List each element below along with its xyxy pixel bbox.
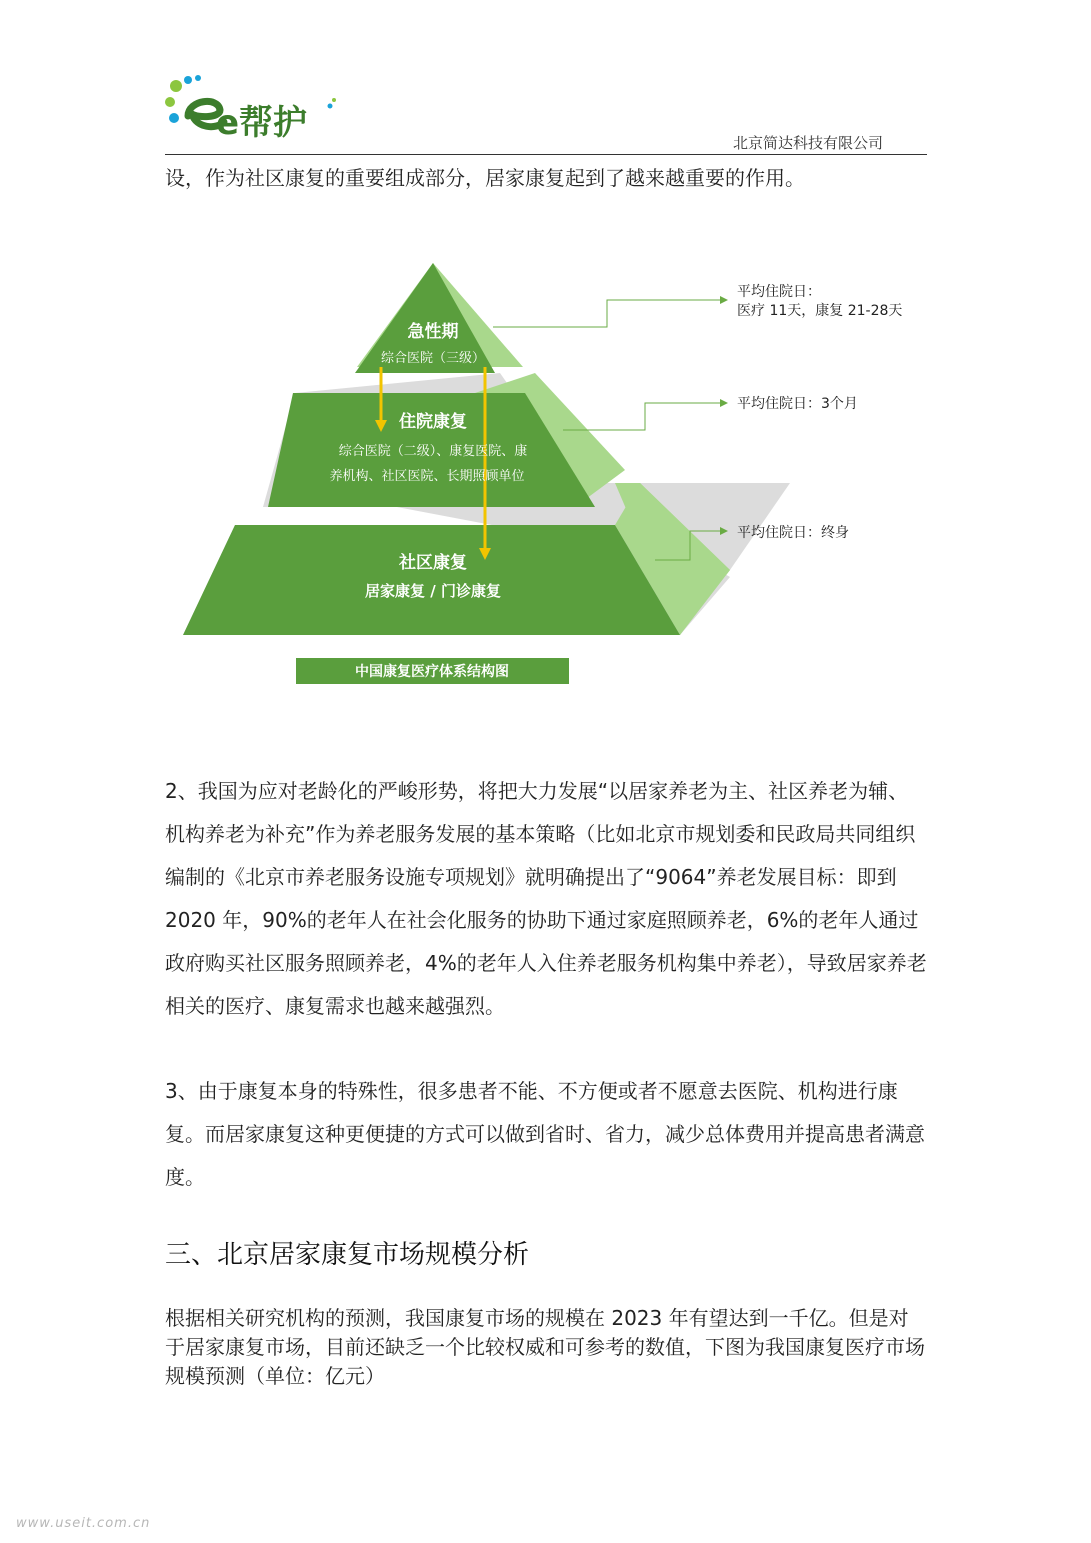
paragraph-3: 3、由于康复本身的特殊性，很多患者不能、不方便或者不愿意去医院、机构进行康复。而居家康复这种更便捷的方式可以做到省时、省力，减少总体费用并提高患者满意度。 [165, 1079, 925, 1189]
paragraph-2: 2、我国为应对老龄化的严峻形势，将把大力发展“以居家养老为主、社区养老为辅、机构养老为补充”作为养老服务发展的基本策略（比如北京市规划委和民政局共同组织编制的《北京市养老服务设施专项规划》就明确提出了“9064”养老发展目标：即到 2020 年，90%的老年人在社会化服务的协助下通过家庭照顾养老，6%的老年人通过政府购买社区服务照顾养老，4%的老年人入住养老服务机构集中养老），导致居家养老相关的医疗、康复需求也越来越强烈。 [165, 779, 927, 1018]
level-2-desc-line2: 养机构、社区医院、长期照顾单位 [329, 469, 525, 484]
intro-paragraph: 设，作为社区康复的重要组成部分，居家康复起到了越来越重要的作用。 [165, 166, 805, 190]
level-1-title: 急性期 [407, 322, 459, 342]
level-3-note: 平均住院日：终身 [737, 525, 849, 541]
level-2-title: 住院康复 [399, 412, 467, 432]
bottom-tier-front [183, 525, 680, 635]
section-heading: 三、北京居家康复市场规模分析 [165, 1240, 530, 1270]
logo-text: e帮护 [216, 103, 308, 142]
company-logo [162, 72, 342, 142]
level-1-note-line1: 平均住院日： [737, 284, 821, 300]
connector-level-2 [563, 403, 720, 430]
header-divider [165, 154, 927, 155]
level-2-note: 平均住院日：3个月 [737, 396, 858, 412]
rehab-system-pyramid [175, 255, 935, 695]
watermark: www.useit.com.cn [16, 1516, 151, 1531]
level-3-desc: 居家康复 / 门诊康复 [365, 582, 501, 600]
level-2-desc-line1: 综合医院（二级）、康复医院、康 [338, 444, 528, 459]
connector-level-1 [493, 300, 720, 327]
level-3-title: 社区康复 [399, 553, 467, 573]
paragraph-4: 根据相关研究机构的预测，我国康复市场的规模在 2023 年有望达到一千亿。但是对于居家康复市场，目前还缺乏一个比较权威和可参考的数值，下图为我国康复医疗市场规模预测（单位：亿元） [165, 1306, 925, 1388]
level-1-desc: 综合医院（三级） [380, 351, 486, 366]
level-1-note-line2: 医疗 11天，康复 21-28天 [737, 303, 903, 319]
diagram-caption: 中国康复医疗体系结构图 [355, 664, 509, 680]
company-name: 北京简达科技有限公司 [733, 134, 884, 152]
